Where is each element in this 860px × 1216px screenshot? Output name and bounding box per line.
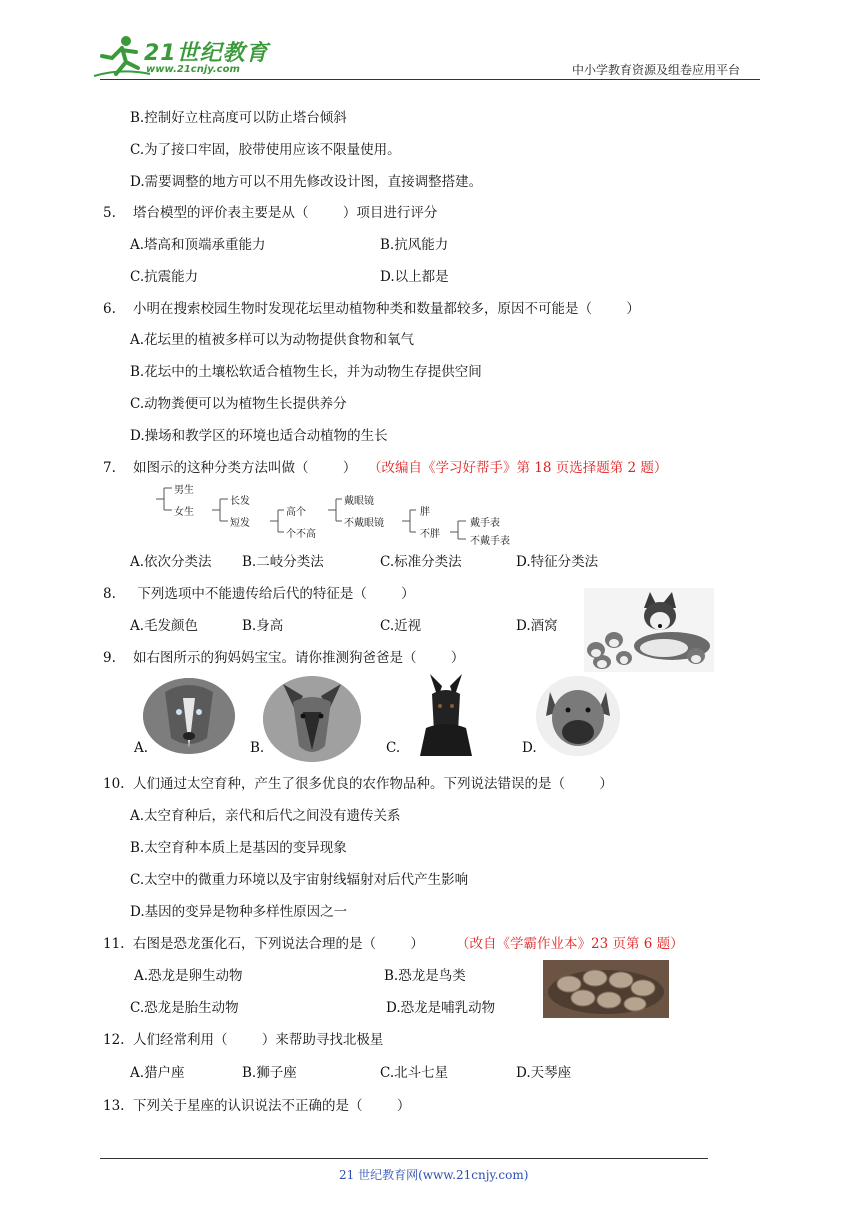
q9-option-b-label: B. bbox=[250, 740, 265, 756]
header-platform-text: 中小学教育资源及组卷应用平台 bbox=[572, 63, 741, 77]
q5-option-c: C.抗震能力 bbox=[130, 269, 199, 285]
dog-option-a-image bbox=[143, 678, 235, 754]
tree-node-female: 女生 bbox=[174, 507, 194, 518]
dinosaur-egg-fossil-photo bbox=[543, 960, 669, 1018]
q9-stem: 9. 如右图所示的狗妈妈宝宝。请你推测狗爸爸是（ ） bbox=[103, 650, 465, 666]
q10-option-a: A.太空育种后，亲代和后代之间没有遗传关系 bbox=[130, 808, 401, 824]
tree-node-fat: 胖 bbox=[420, 507, 430, 518]
dog-option-b-image bbox=[263, 676, 361, 762]
q7-option-c: C.标准分类法 bbox=[380, 554, 462, 570]
q5-stem: 5. 塔台模型的评价表主要是从（ ）项目进行评分 bbox=[103, 205, 438, 221]
q4-option-b: B.控制好立柱高度可以防止塔台倾斜 bbox=[130, 110, 347, 126]
tree-node-male: 男生 bbox=[174, 485, 194, 496]
footer-rule bbox=[100, 1158, 708, 1159]
q8-option-c: C.近视 bbox=[380, 618, 422, 634]
q12-option-d: D.天琴座 bbox=[516, 1065, 572, 1081]
q9-option-c-label: C. bbox=[386, 740, 401, 756]
q6-stem: 6. 小明在搜索校园生物时发现花坛里动植物种类和数量都较多，原因不可能是（ ） bbox=[103, 301, 640, 317]
tree-node-glasses: 戴眼镜 bbox=[344, 496, 374, 507]
q7-option-b: B.二岐分类法 bbox=[242, 554, 324, 570]
q6-option-c: C.动物粪便可以为植物生长提供养分 bbox=[130, 396, 347, 412]
q4-option-d: D.需要调整的地方可以不用先修改设计图，直接调整搭建。 bbox=[130, 174, 483, 190]
q10-option-c: C.太空中的微重力环境以及宇宙射线辐射对后代产生影响 bbox=[130, 872, 469, 888]
q8-stem: 8. 下列选项中不能遗传给后代的特征是（ ） bbox=[103, 586, 415, 602]
tree-node-tall: 高个 bbox=[286, 507, 306, 518]
q5-option-a: A.塔高和顶端承重能力 bbox=[130, 237, 266, 253]
tree-node-not-tall: 个不高 bbox=[286, 529, 316, 540]
logo-title: 21世纪教育 bbox=[144, 41, 269, 66]
runner-logo-icon bbox=[92, 34, 152, 78]
tree-node-no-watch: 不戴手表 bbox=[470, 536, 510, 547]
q7-stem: 7. 如图示的这种分类方法叫做（ ） bbox=[103, 460, 357, 476]
classification-tree-diagram bbox=[150, 480, 550, 547]
q9-option-d-label: D. bbox=[522, 740, 537, 756]
husky-family-photo bbox=[584, 588, 714, 672]
q10-option-d: D.基因的变异是物种多样性原因之一 bbox=[130, 904, 348, 920]
q6-option-d: D.操场和教学区的环境也适合动植物的生长 bbox=[130, 428, 388, 444]
q13-stem: 13. 下列关于星座的认识说法不正确的是（ ） bbox=[103, 1098, 411, 1114]
tree-node-long-hair: 长发 bbox=[230, 496, 250, 507]
q8-option-d: D.酒窝 bbox=[516, 618, 558, 634]
logo-url: www.21cnjy.com bbox=[146, 64, 240, 75]
q11-option-c: C.恐龙是胎生动物 bbox=[130, 1000, 239, 1016]
q9-option-a-label: A. bbox=[134, 740, 149, 756]
tree-node-not-fat: 不胖 bbox=[420, 529, 440, 540]
q10-option-b: B.太空育种本质上是基因的变异现象 bbox=[130, 840, 347, 856]
q7-option-d: D.特征分类法 bbox=[516, 554, 599, 570]
q6-option-b: B.花坛中的土壤松软适合植物生长，并为动物生存提供空间 bbox=[130, 364, 482, 380]
tree-node-watch: 戴手表 bbox=[470, 518, 500, 529]
header-rule bbox=[100, 79, 760, 80]
q12-stem: 12. 人们经常利用（ ）来帮助寻找北极星 bbox=[103, 1032, 384, 1048]
dog-option-c-image bbox=[412, 672, 480, 756]
q11-stem: 11. 右图是恐龙蛋化石，下列说法合理的是（ ） bbox=[103, 936, 424, 952]
q8-option-a: A.毛发颜色 bbox=[130, 618, 199, 634]
footer-site-link[interactable]: 21 世纪教育网(www.21cnjy.com) bbox=[339, 1168, 529, 1182]
q11-option-d: D.恐龙是哺乳动物 bbox=[386, 1000, 496, 1016]
q7-option-a: A.依次分类法 bbox=[130, 554, 212, 570]
dog-option-d-image bbox=[536, 676, 620, 756]
q10-stem: 10. 人们通过太空育种，产生了很多优良的农作物品种。下列说法错误的是（ ） bbox=[103, 776, 613, 792]
site-logo bbox=[92, 34, 269, 80]
tree-node-no-glasses: 不戴眼镜 bbox=[344, 518, 384, 529]
q12-option-a: A.猎户座 bbox=[130, 1065, 185, 1081]
tree-node-short-hair: 短发 bbox=[230, 518, 250, 529]
q12-option-c: C.北斗七星 bbox=[380, 1065, 449, 1081]
q11-option-b: B.恐龙是鸟类 bbox=[384, 968, 466, 984]
q4-option-c: C.为了接口牢固，胶带使用应该不限量使用。 bbox=[130, 142, 401, 158]
q6-option-a: A.花坛里的植被多样可以为动物提供食物和氧气 bbox=[130, 332, 415, 348]
q11-source-note: （改自《学霸作业本》23 页第 6 题） bbox=[456, 936, 684, 952]
q5-option-d: D.以上都是 bbox=[380, 269, 449, 285]
q7-source-note: （改编自《学习好帮手》第 18 页选择题第 2 题） bbox=[368, 460, 668, 476]
q11-option-a: A.恐龙是卵生动物 bbox=[134, 968, 243, 984]
q5-option-b: B.抗风能力 bbox=[380, 237, 449, 253]
q8-option-b: B.身高 bbox=[242, 618, 284, 634]
q12-option-b: B.狮子座 bbox=[242, 1065, 297, 1081]
